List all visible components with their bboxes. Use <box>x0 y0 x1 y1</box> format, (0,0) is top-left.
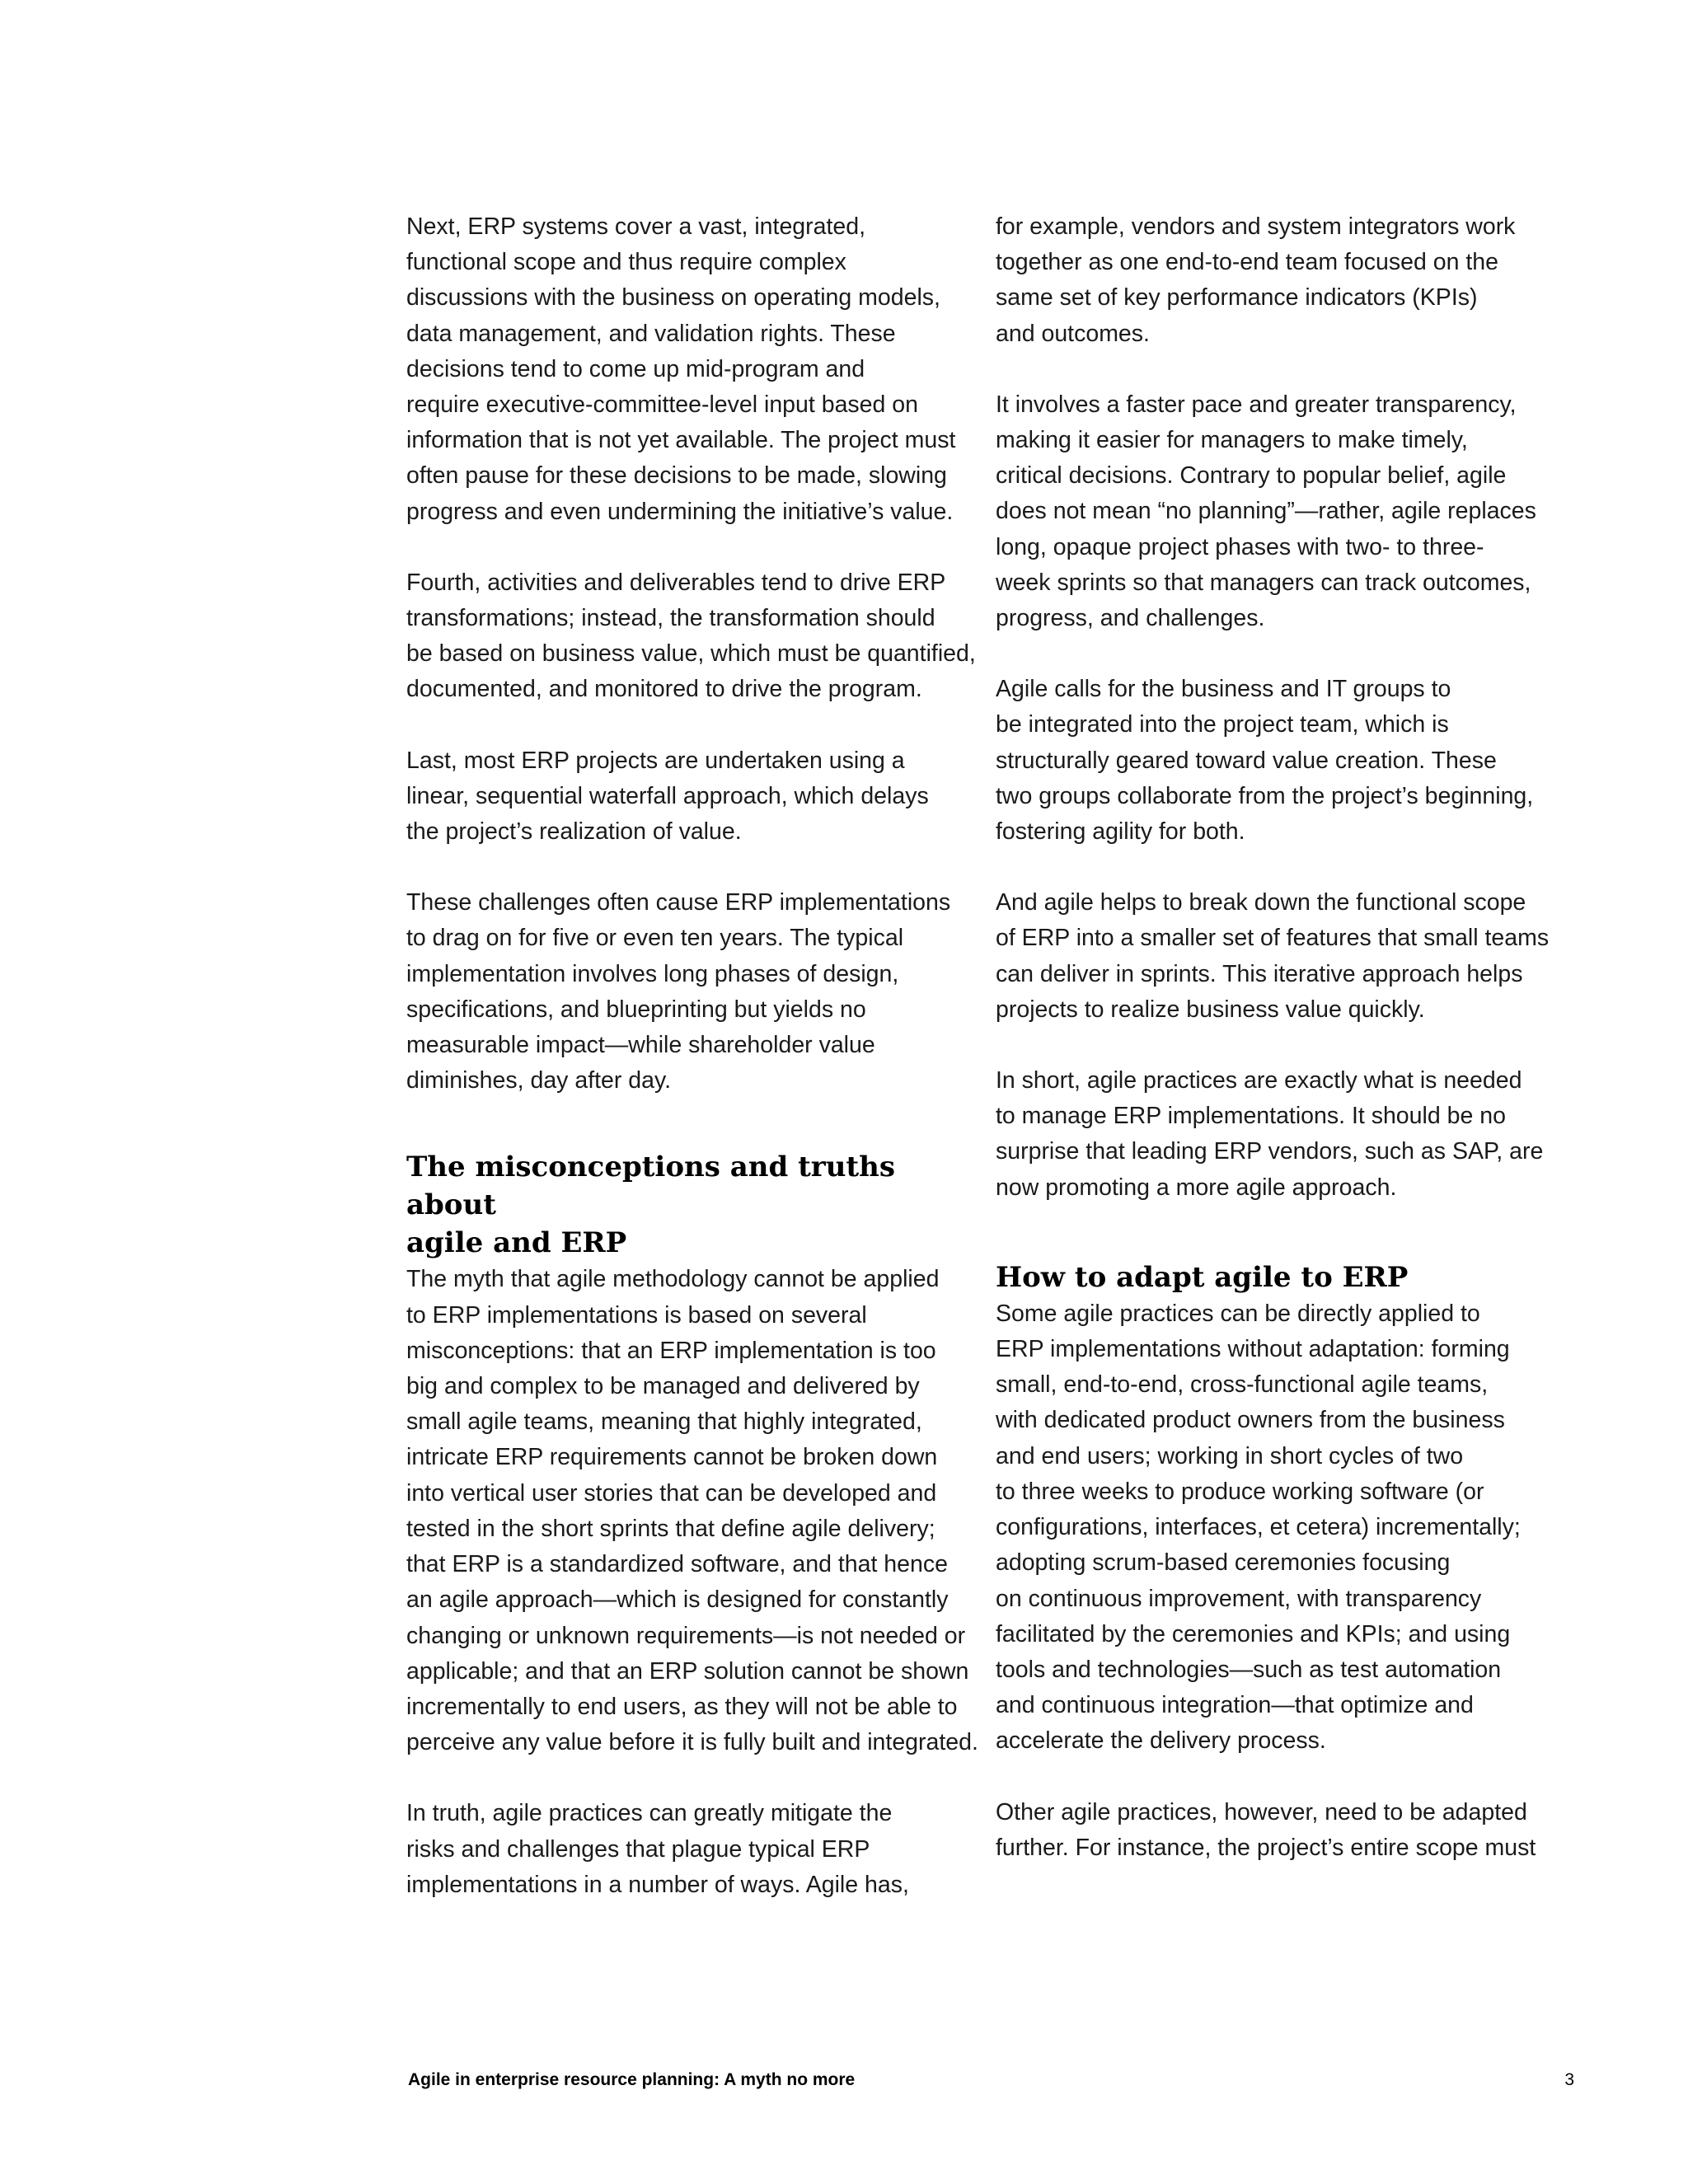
body-paragraph: In short, agile practices are exactly what is needed to manage ERP implementations. It should be no surprise that leading ERP vendors, such as SAP, are now promoting a more agile approach. <box>996 1067 1544 1201</box>
right-column <box>996 209 1577 1901</box>
body-paragraph: Fourth, activities and deliverables tend to drive ERP transformations; instead, the transformation should be based on business value, which must be quantified, documented, and monitored to drive the program. <box>406 569 976 703</box>
section-heading-misconceptions: The misconceptions and truths about agile and ERP <box>406 1151 895 1260</box>
body-paragraph: In truth, agile practices can greatly mitigate the risks and challenges that plague typical ERP implementations in a number of ways. Agile has, <box>406 1800 909 1898</box>
body-paragraph: Last, most ERP projects are undertaken using a linear, sequential waterfall approach, which delays the project’s realization of value. <box>406 747 929 846</box>
body-paragraph: for example, vendors and system integrators work together as one end-to-end team focused on the same set of key performance indicators (KPIs) and outcomes. <box>996 213 1516 347</box>
body-paragraph: It involves a faster pace and greater transparency, making it easier for managers to make timely, critical decisions. Contrary to popular belief, agile does not mean “no planning”—rather, agile replaces long, opaque project phases with two- to three- week sprints so that managers can track outcomes, progress, and challenges. <box>996 391 1536 632</box>
body-paragraph: The myth that agile methodology cannot be applied to ERP implementations is based on several misconceptions: that an ERP implementation is too big and complex to be managed and delivered by small agile teams, meaning that highly integrated, intricate ERP requirements cannot be broken down into vertical user stories that can be developed and tested in the short sprints that define agile delivery; that ERP is a standardized software, and that hence an agile approach—which is designed for constantly changing or unknown requirements—is not needed or applicable; and that an ERP solution cannot be shown incrementally to end users, as they will not be able to perceive any value before it is fully built and integrated. <box>406 1266 978 1756</box>
body-paragraph: Next, ERP systems cover a vast, integrated, functional scope and thus require complex discussions with the business on operating models, data management, and validation rights. These decisions tend to come up mid-program and require executive-committee-level input based on information that is not yet available. The project must often pause for these decisions to be made, slowing progress and even undermining the initiative’s value. <box>406 213 956 525</box>
body-paragraph: Some agile practices can be directly applied to ERP implementations without adaptation: forming small, end-to-end, cross-functional agile teams, with dedicated product owners from the business and end users; working in short cycles of two to three weeks to produce working software (or configurations, interfaces, et cetera) incrementally; adopting scrum-based ceremonies focusing on continuous improvement, with transparency facilitated by the ceremonies and KPIs; and using tools and technologies—such as test automation and continuous integration—that optimize and accelerate the delivery process. <box>996 1300 1521 1755</box>
section-heading-adapt-agile: How to adapt agile to ERP <box>996 1260 1409 1294</box>
body-paragraph: And agile helps to break down the functional scope of ERP into a smaller set of features that small teams can deliver in sprints. This iterative approach helps projects to realize business value quickly. <box>996 889 1550 1023</box>
left-column <box>406 209 983 1938</box>
body-paragraph: These challenges often cause ERP implementations to drag on for five or even ten years. The typical implementation involves long phases of design, specifications, and blueprinting but yields no measurable impact—while shareholder value diminishes, day after day. <box>406 889 951 1094</box>
body-paragraph: Other agile practices, however, need to be adapted further. For instance, the project’s entire scope must <box>996 1798 1536 1861</box>
body-paragraph: Agile calls for the business and IT groups to be integrated into the project team, which is structurally geared toward value creation. These two groups collaborate from the project’s beginning, fostering agility for both. <box>996 676 1534 846</box>
footer-document-title: Agile in enterprise resource planning: A myth no more <box>408 2070 856 2089</box>
page-number: 3 <box>1564 2070 1574 2089</box>
